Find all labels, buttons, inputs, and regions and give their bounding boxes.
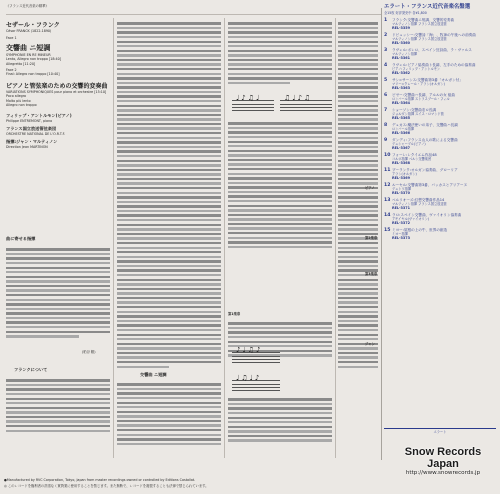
work-1-finale: Final: Allegro non troppo [10:40] [6,72,60,77]
catalog-item [384,33,496,45]
work-2-title-en: VARIATIONS SYMPHONIQUES pour piano et orchestre [15:10] [6,89,107,94]
catalog-item-code: REL-3363 [392,86,410,91]
catalog-item-number: 9 [384,138,388,143]
composer-name-jp: セザール・フランク [6,22,60,29]
catalog-item-performer: ロンバール指揮 ストラスブール・フィル [392,97,450,102]
pianist-en: Philippe ENTREMONT, piano [6,118,53,123]
column-rule [113,18,114,458]
work-2-mvt: Molto più lento [6,98,31,103]
catalog-item-title: ダンディ:フランス山人の歌による交響曲 [392,138,458,142]
catalog-item [384,108,496,120]
catalog-item-number: 8 [384,123,388,128]
catalog-item-title: プーランク:オルガン協奏曲、グローリア [392,168,458,172]
series-title: エラート・フランス近代音楽名盤選 [384,4,471,10]
catalog-item-code: REL-3360 [392,41,410,46]
catalog-item [384,138,496,150]
header-rule [6,14,381,15]
program-block [6,20,110,149]
catalog-item [384,63,496,75]
symphony-heading: 交響曲 ニ短調 [140,372,167,377]
catalog-item-performer: マルティノン指揮 [392,52,418,57]
catalog-item-title: ビゼー:交響曲ハ長調、アルルの女 組曲 [392,93,456,97]
pianist-jp: フィリップ・アントルモン(ピアノ) [6,113,72,119]
catalog-item-performer: マルティノン指揮 フランス国立放送管 [392,37,447,42]
catalog-item-performer: ロンバール指揮 [392,127,415,132]
column-rule [335,18,336,458]
franck-heading: フランクについて [14,367,48,372]
side-label: ピアノ [365,186,375,190]
footer-legal: ◎ このレコードを権利者の許諾なく賃貸業に使用することを禁じます。また無断で、レコードを複製することも法律で禁じられています。 [4,484,209,488]
conductor-jp: 指揮:ジャン・マルティノン [6,139,58,145]
catalog-item-number: 6 [384,93,388,98]
catalog-item-performer: ジョルダン指揮 スイス・ロマンド管 [392,112,444,117]
catalog-item-number: 13 [384,198,391,203]
series-footer-label: エラート [433,430,447,434]
catalog-item-number: 7 [384,108,388,113]
catalog-item-code: REL-3359 [392,26,410,31]
catalog-item [384,183,496,195]
catalog-item-code: REL-3371 [392,206,410,211]
catalog-item-title: デュカス:魔法使いの弟子、交響曲ハ長調 [392,123,458,127]
body-text-col3b [228,120,332,250]
catalog-item-number: 5 [384,78,388,83]
catalog-item-code: REL-3365 [392,116,410,121]
side-label: ジャン [365,342,375,346]
catalog-item [384,153,496,165]
catalog-item-title: ラロ:スペイン交響曲、ヴァイオリン協奏曲 [392,213,462,217]
catalog-item-title: ルーセル:交響曲第3番、バッカスとアリアーヌ [392,183,468,187]
body-text-col4 [338,20,378,370]
catalog-item-performer: デュトワ指揮 [392,187,412,192]
conductor-en: Direction Jean MARTINON [6,144,48,149]
series-catalog [384,4,496,243]
catalog-item-number: 10 [384,153,391,158]
series-subtitle: 全15枚 好評発売中 各¥1,800 [384,11,427,15]
orchestra-en: ORCHESTRE NATIONAL DE L'O.R.T.F. [6,131,65,136]
work-1-mvt: Lento, Allegro non troppo [18:40] [6,57,62,62]
notes-heading: 曲に寄せる指揮 [6,236,36,241]
catalog-item-title: ベルリオーズ:幻想交響曲作品14 [392,198,445,202]
catalog-item-number: 11 [384,168,391,173]
catalog-item-performer: デュシャーブル(ピアノ) [392,142,426,147]
catalog-item-performer: ミヨー指揮 [392,232,408,237]
catalog-item-title: ドビュッシー:交響詩「海」、牧神の午後への前奏曲 [392,33,476,37]
work-1-title-jp: 交響曲 ニ短調 [6,43,51,52]
catalog-item-code: REL-3364 [392,101,410,106]
header-note: 《フランス近代音楽の精華》 [6,4,49,8]
catalog-item-code: REL-3361 [392,56,410,61]
catalog-item-number: 12 [384,183,391,188]
catalog-item-number: 14 [384,213,391,218]
catalog-item-title: ミヨー:屋根の上の牛、世界の創造 [392,228,448,232]
catalog-item-number: 2 [384,33,388,38]
catalog-item [384,123,496,135]
catalog-item-performer: マルティノン指揮 フランス国立放送管 [392,22,447,27]
body-text-col2 [117,20,221,370]
catalog-item-title: ラヴェル:ボレロ、スペイン狂詩曲、ラ・ヴァルス [392,48,472,52]
body-text-col1 [6,246,110,340]
catalog-item-performer: アラン(オルガン) [392,172,417,177]
catalog-item [384,93,496,105]
side-label: 第2楽章 [365,236,378,240]
catalog-item-code: REL-3373 [392,236,410,241]
watermark [388,446,498,476]
catalog-item-performer: アモイヤル(ヴァイオリン) [392,217,430,222]
series-footer [384,428,496,434]
catalog-item-performer: マルティノン指揮 フランス国立放送管 [392,202,447,207]
work-2-mvt: Allegro non troppo [6,103,37,108]
catalog-item-number: 15 [384,228,391,233]
face-1-label: Face 1 [6,36,17,41]
body-text-col2b [117,381,221,447]
catalog-item [384,18,496,30]
side-label: 第3楽章 [365,272,378,276]
catalog-item [384,198,496,210]
catalog-item-title: ショーソン:交響曲変ロ長調 [392,108,437,112]
catalog-item-performer: マリー=クレール・アラン(オルガン) [392,82,445,87]
catalog-item-code: REL-3372 [392,221,410,226]
catalog-item-number: 4 [384,63,388,68]
face-2-label: Face 2 [6,68,17,73]
music-notes: ♫♩♪♫ [284,94,313,102]
catalog-item-code: REL-3366 [392,131,410,136]
catalog-item-number: 3 [384,48,388,53]
music-notes: ♩♫♩♪ [236,374,262,382]
column-rule [381,8,382,460]
watermark-title: Snow Records Japan [404,446,482,470]
catalog-item-code: REL-3362 [392,71,410,76]
music-notes: ♩♪♫♩ [236,94,262,102]
orchestra-jp: フランス国立放送管弦楽団 [6,126,57,132]
column-rule [224,18,225,458]
work-2-mvt: Poco allegro [6,94,27,99]
composer-name-en: César FRANCK (1822-1890) [6,29,52,33]
catalog-item-title: フォーレ:レクイエム作品48 [392,153,437,157]
catalog-item-performer: コルボ指揮 ベルン交響楽団 [392,157,432,162]
work-2-title-jp: ピアノと管弦楽のための交響的変奏曲 [6,82,108,90]
catalog-item-code: REL-3367 [392,146,410,151]
movement-label: 第1楽章 [228,312,241,316]
catalog-item-title: ラヴェル:ピアノ協奏曲ト長調、左手のための協奏曲 [392,63,476,67]
catalog-item-code: REL-3368 [392,161,410,166]
body-text-col3d [228,396,332,444]
body-text-col1b [6,377,110,434]
catalog-item [384,78,496,90]
author-signature: (粕谷 鶴) [82,350,96,354]
catalog-item-title: フランク:交響曲ニ短調、交響的変奏曲 [392,18,455,22]
catalog-item-performer: ピアノ:フィリップ・アントルモン [392,67,441,72]
catalog-item-code: REL-3370 [392,191,410,196]
work-1-title-en: SYMPHONIE EN RE MINEUR [6,52,51,57]
catalog-item-code: REL-3369 [392,176,410,181]
music-notes: ♪♩♫♪ [236,346,263,354]
catalog-item-number: 1 [384,18,388,23]
catalog-item-title: サン=サーンス:交響曲第3番「オルガン付」 [392,78,463,82]
catalog-item [384,168,496,180]
catalog-item [384,228,496,240]
watermark-url: http://www.snowrecords.jp [405,470,481,476]
catalog-item [384,48,496,60]
work-1-mvt: Allegretto [11:20] [6,61,36,66]
catalog-item [384,213,496,225]
body-text-col3 [228,20,332,86]
footer-manufacturer: ●Manufactured by RVC Corporation, Tokyo, Japan from master recordings owned or controlled by Editions Costallat. [4,478,196,482]
